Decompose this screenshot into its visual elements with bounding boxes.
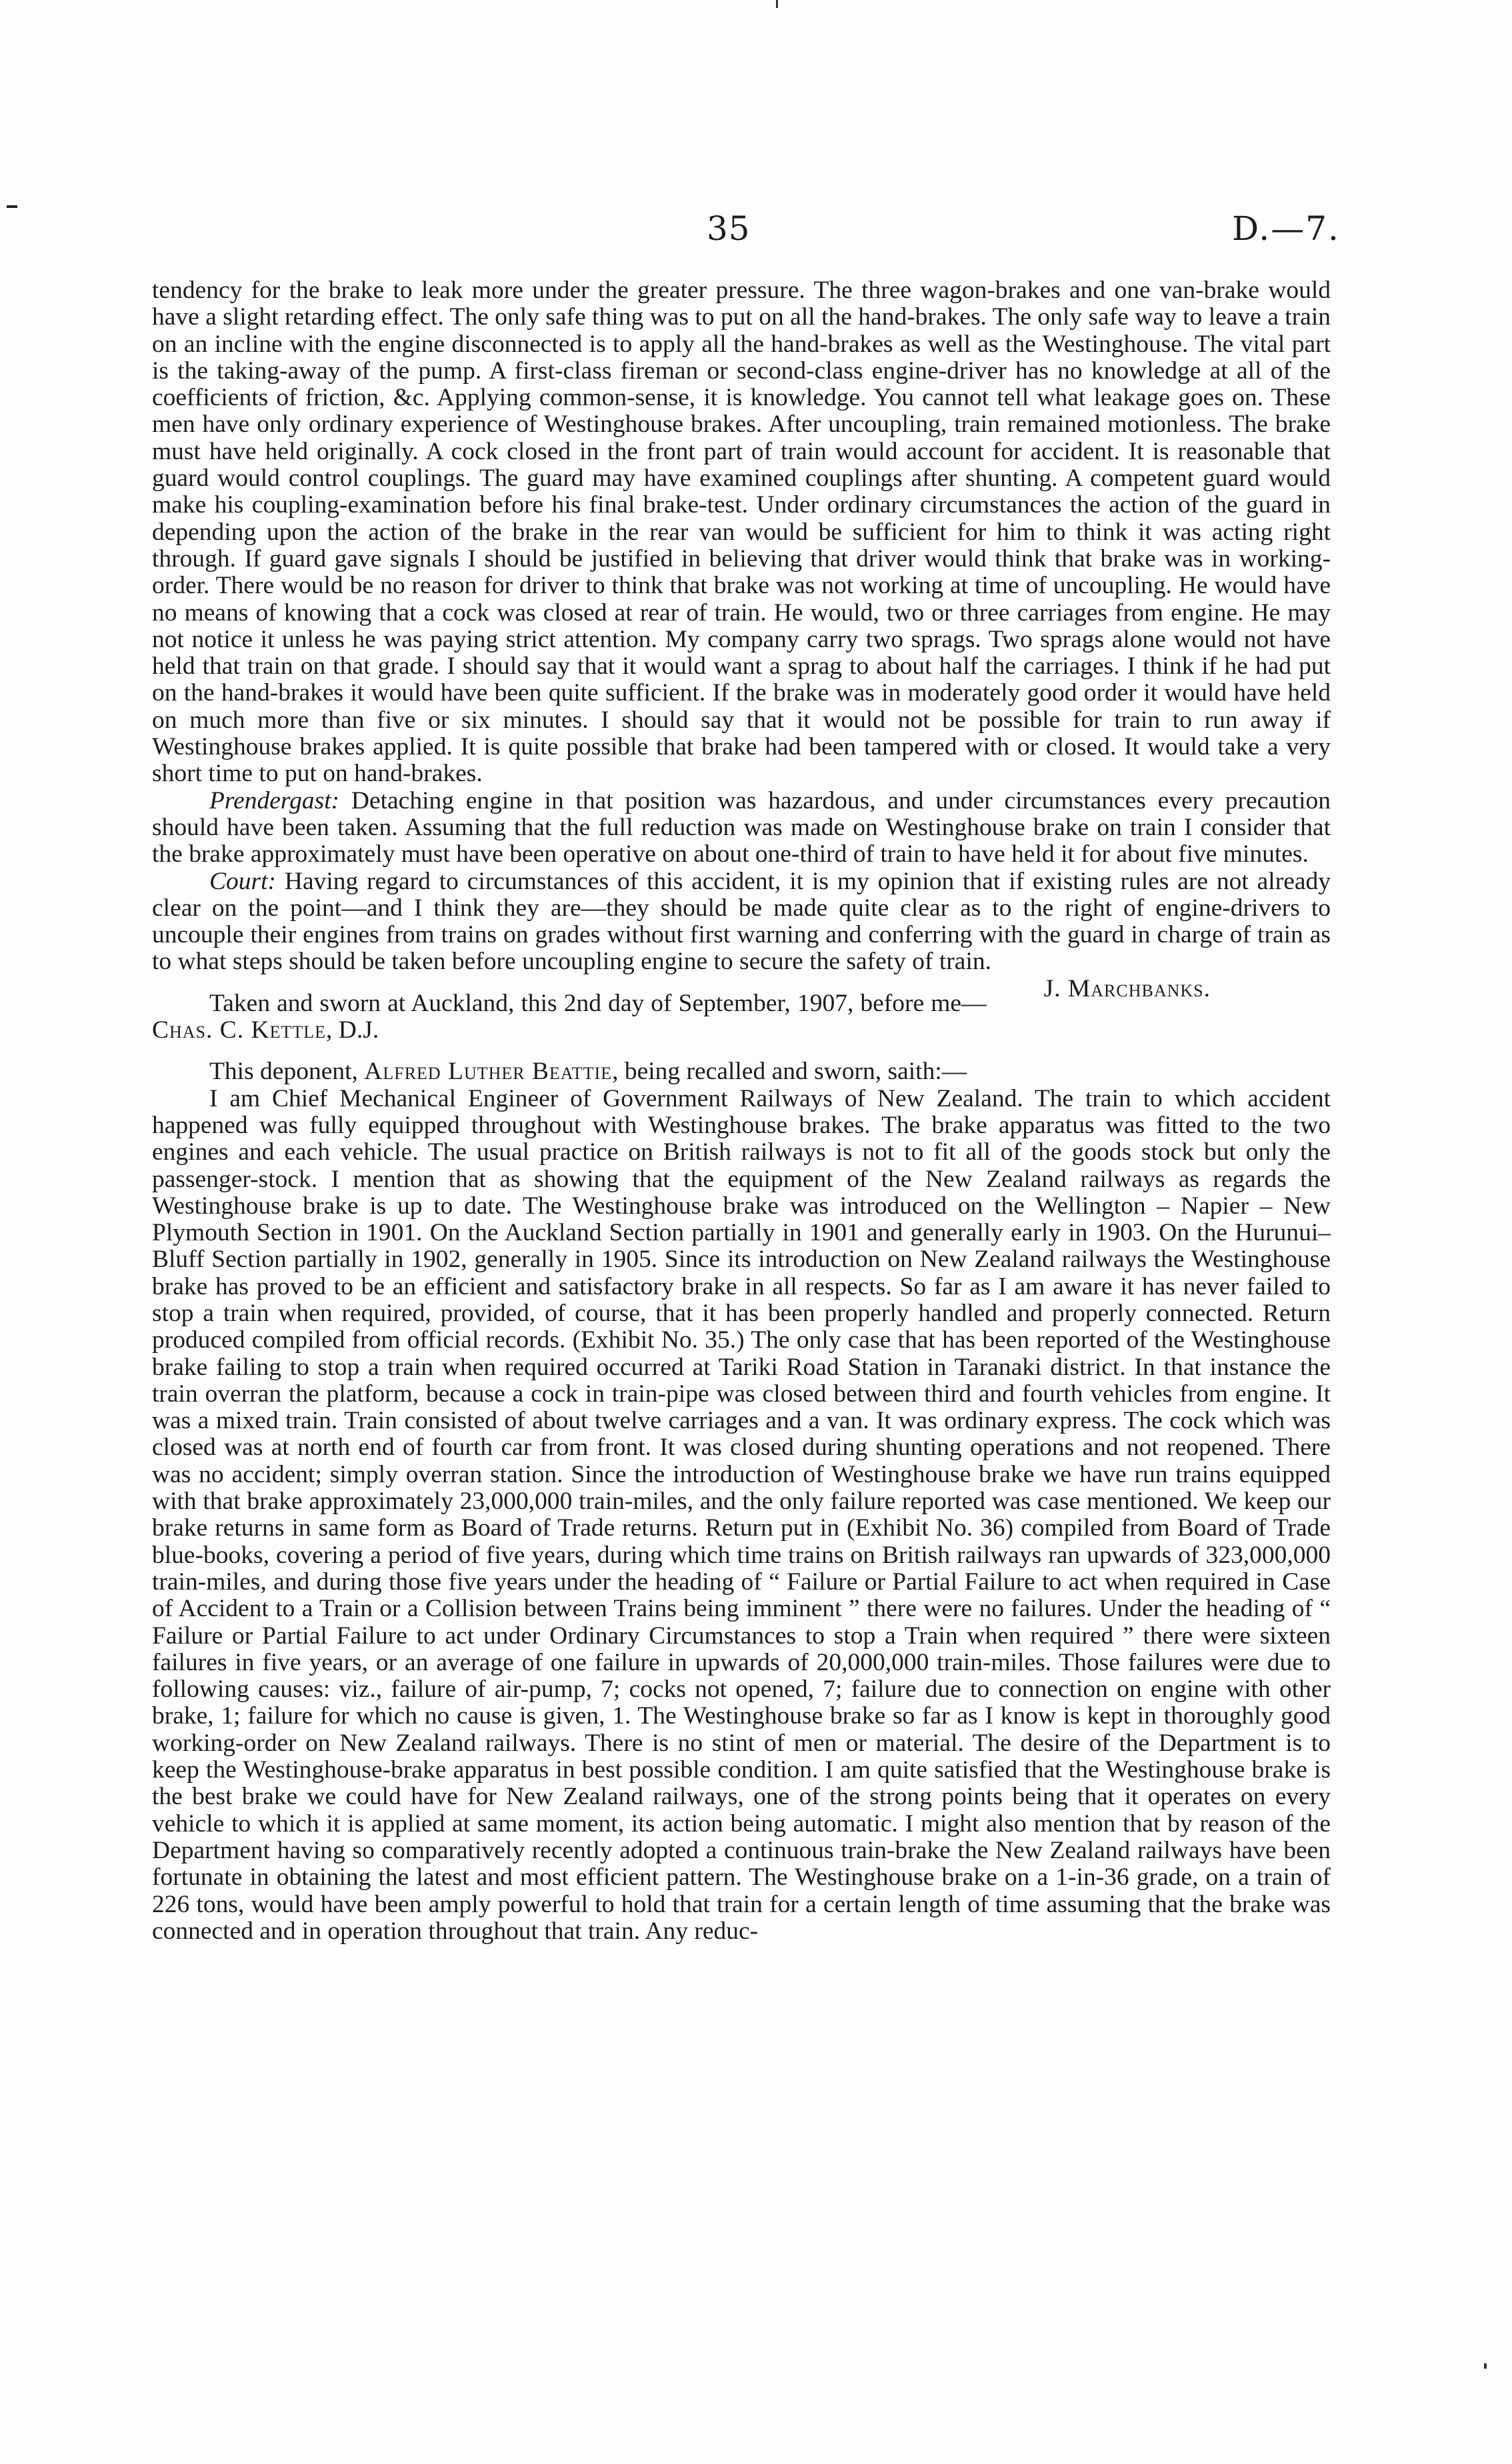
paragraph	[152, 867, 1331, 1002]
paragraph-text: , being recalled and sworn, saith:—	[612, 1058, 967, 1086]
spacer	[152, 1044, 1331, 1058]
paragraph-text: , D.J.	[326, 1016, 379, 1044]
paragraph: tendency for the brake to leak more under the greater pressure. The three wagon-brakes and one van-brake would have a slight retarding effect. The only safe thing was to put on all the hand-brakes. The only safe way to leave a train on an incline with the engine disconnected is to apply all the hand-brakes as well as the Westinghouse. The vital part is the taking-away of the pump. A first-class fireman or second-class engine-driver has no knowledge at all of the coefficients of friction, &c. Applying common-sense, it is knowledge. You cannot tell what leakage goes on. These men have only ordinary experience of Westinghouse brakes. After uncoupling, train remained motionless. The brake must have held originally. A cock closed in the front part of train would account for accident. It is reasonable that guard would control couplings. The guard may have examined couplings after shunting. A competent guard would make his coupling-examination before his final brake-test. Under ordinary circumstances the action of the guard in depending upon the action of the brake in the rear van would be sufficient for him to think it was acting right through. If guard gave signals I should be justified in believing that driver would think that brake was in working-order. There would be no reason for driver to think that brake was not working at time of uncoupling. He would have no means of knowing that a cock was closed at rear of train. He would, two or three carriages from engine. He may not notice it unless he was paying strict attention. My company carry two sprags. Two sprags alone would not have held that train on that grade. I should say that it would want a sprag to about half the carriages. I think if he had put on the hand-brakes it would have been quite sufficient. If the brake was in moderately good order it would have held on much more than five or six minutes. I should say that it would not be possible for train to run away if Westinghouse brakes applied. It is quite possible that brake had been tampered with or closed. It would take a very short time to put on hand-brakes.	[152, 277, 1331, 788]
document-body	[152, 277, 1331, 1945]
paragraph-text: Taken and sworn at Auckland, this 2nd day of September, 1907, before me—	[209, 989, 987, 1017]
paragraph-text: This deponent,	[209, 1058, 365, 1086]
paragraph-text: Having regard to circumstances of this accident, it is my opinion that if existing rules are not already clear on the point—and I think they are—they should be made quite clear as to the right of engine-drivers to uncouple their engines from trains on grades without first warning and conferring with the guard in charge of train as to what steps should be taken before uncoupling engine to secure the safety of train.	[152, 867, 1331, 976]
scan-mark	[1484, 2363, 1487, 2369]
paragraph: I am Chief Mechanical Engineer of Government Railways of New Zealand. The train to which accident happened was fully equipped throughout with Westinghouse brakes. The brake apparatus was fitted to the two engines and each vehicle. The usual practice on British railways is not to fit all of the goods stock but only the passenger-stock. I mention that as showing that the equipment of the New Zealand railways as regards the Westinghouse brake is up to date. The Westinghouse brake was introduced on the Wellington – Napier – New Plymouth Section in 1901. On the Auckland Section partially in 1901 and generally early in 1903. On the Hurunui–Bluff Section partially in 1902, generally in 1905. Since its introduction on New Zealand railways the Westinghouse brake has proved to be an efficient and satisfactory brake in all respects. So far as I am aware it has never failed to stop a train when required, provided, of course, that it has been properly handled and properly connected. Return produced compiled from official records. (Exhibit No. 35.) The only case that has been reported of the Westinghouse brake failing to stop a train when required occurred at Tariki Road Station in Taranaki district. In that instance the train overran the platform, because a cock in train-pipe was closed between third and fourth vehicles from engine. It was a mixed train. Train consisted of about twelve carriages and a van. It was ordinary express. The cock which was closed was at north end of fourth car from front. It was closed during shunting operations and not reopened. There was no accident; simply overran station. Since the introduction of Westinghouse brake we have run trains equipped with that brake approximately 23,000,000 train-miles, and the only failure reported was case mentioned. We keep our brake returns in same form as Board of Trade returns. Return put in (Exhibit No. 36) compiled from Board of Trade blue-books, covering a period of five years, during which time trains on British railways ran upwards of 323,000,000 train-miles, and during those five years under the heading of “ Failure or Partial Failure to act when required in Case of Accident to a Train or a Collision between Trains being imminent ” there were no failures. Under the heading of “ Failure or Partial Failure to act under Ordinary Circumstances to stop a Train when required ” there were sixteen failures in five years, or an average of one failure in upwards of 20,000,000 train-miles. Those failures were due to following causes: viz., failure of air-pump, 7; cocks not opened, 7; failure due to connection on engine with other brake, 1; failure for which no cause is given, 1. The Westinghouse brake so far as I know is kept in thoroughly good working-order on New Zealand railways. There is no stint of men or material. The desire of the Department is to keep the Westinghouse-brake apparatus in best possible condition. I am quite satisfied that the Westinghouse brake is the best brake we could have for New Zealand railways, one of the strong points being that it operates on every vehicle to which it is applied at same moment, its action being automatic. I might also mention that by reason of the Department having so comparatively recently adopted a continuous train-brake the New Zealand railways have been fortunate in obtaining the latest and most efficient pattern. The Westinghouse brake on a 1-in-36 grade, on a train of 226 tons, would have been amply powerful to hold that train for a certain length of time assuming that the brake was connected and in operation throughout that train. Any reduc-	[152, 1084, 1331, 1945]
document-reference: D.—7.	[1232, 209, 1340, 248]
scan-mark	[776, 0, 778, 8]
paragraph-text: Detaching engine in that position was hazardous, and under circumstances every precaution should have been taken. Assuming that the full reduction was made on Westinghouse brake on train I consider that the brake approximately must have been operative on about one-third of train to have held it for about five minutes.	[152, 786, 1331, 868]
paragraph	[152, 1058, 1331, 1085]
name: Alfred Luther Beattie	[364, 1058, 613, 1086]
page-number: 35	[707, 209, 751, 248]
speaker-label: Prendergast:	[209, 786, 340, 814]
paragraph	[152, 788, 1331, 868]
name: Chas. C. Kettle	[152, 1016, 327, 1044]
speaker-label: Court:	[209, 867, 277, 895]
scan-mark	[7, 205, 17, 208]
signature: J. Marchbanks.	[1043, 974, 1211, 1002]
